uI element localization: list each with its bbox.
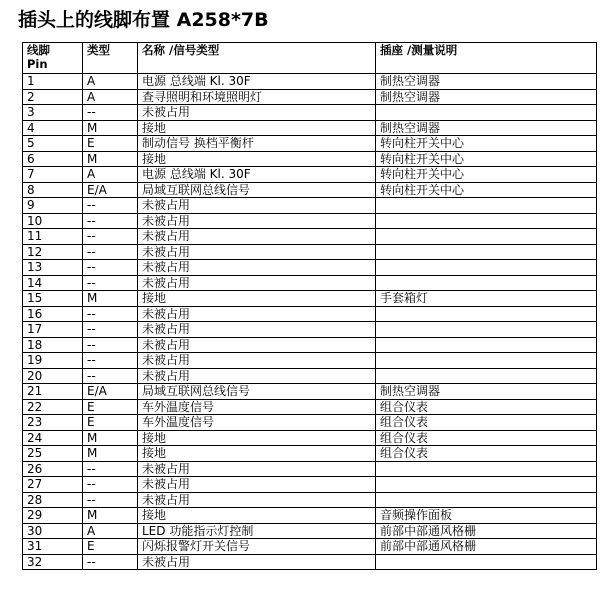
table-row bbox=[23, 260, 597, 276]
cell-type: -- bbox=[83, 198, 138, 214]
cell-socket bbox=[376, 213, 597, 229]
cell-pin: 16 bbox=[23, 306, 83, 322]
cell-name: 未被占用 bbox=[138, 461, 376, 477]
cell-type: E/A bbox=[83, 384, 138, 400]
cell-type: M bbox=[83, 120, 138, 136]
cell-socket: 转向柱开关中心 bbox=[376, 167, 597, 183]
cell-socket: 手套箱灯 bbox=[376, 291, 597, 307]
cell-pin: 2 bbox=[23, 89, 83, 105]
cell-socket: 转向柱开关中心 bbox=[376, 136, 597, 152]
cell-type: -- bbox=[83, 554, 138, 570]
cell-name: 未被占用 bbox=[138, 353, 376, 369]
cell-socket bbox=[376, 337, 597, 353]
cell-socket bbox=[376, 306, 597, 322]
table-row bbox=[23, 275, 597, 291]
cell-pin: 23 bbox=[23, 415, 83, 431]
cell-name: 未被占用 bbox=[138, 306, 376, 322]
table-row bbox=[23, 74, 597, 90]
table-body bbox=[23, 74, 597, 570]
cell-name: 未被占用 bbox=[138, 275, 376, 291]
table-row bbox=[23, 151, 597, 167]
cell-name: 未被占用 bbox=[138, 213, 376, 229]
cell-pin: 4 bbox=[23, 120, 83, 136]
cell-name: 电源 总线端 Kl. 30F bbox=[138, 167, 376, 183]
cell-socket: 转向柱开关中心 bbox=[376, 182, 597, 198]
table-row bbox=[23, 492, 597, 508]
cell-name: 未被占用 bbox=[138, 105, 376, 121]
cell-pin: 17 bbox=[23, 322, 83, 338]
table-row bbox=[23, 399, 597, 415]
cell-socket: 组合仪表 bbox=[376, 446, 597, 462]
cell-pin: 3 bbox=[23, 105, 83, 121]
cell-pin: 5 bbox=[23, 136, 83, 152]
table-row bbox=[23, 306, 597, 322]
table-row bbox=[23, 523, 597, 539]
cell-pin: 13 bbox=[23, 260, 83, 276]
cell-socket bbox=[376, 477, 597, 493]
cell-name: 车外温度信号 bbox=[138, 399, 376, 415]
table-row bbox=[23, 244, 597, 260]
table-row bbox=[23, 322, 597, 338]
cell-pin: 12 bbox=[23, 244, 83, 260]
cell-type: -- bbox=[83, 229, 138, 245]
cell-socket: 前部中部通风格栅 bbox=[376, 539, 597, 555]
table-row bbox=[23, 368, 597, 384]
cell-name: 未被占用 bbox=[138, 477, 376, 493]
cell-type: A bbox=[83, 523, 138, 539]
cell-type: M bbox=[83, 151, 138, 167]
cell-type: -- bbox=[83, 322, 138, 338]
cell-name: 接地 bbox=[138, 120, 376, 136]
cell-name: 车外温度信号 bbox=[138, 415, 376, 431]
cell-type: -- bbox=[83, 275, 138, 291]
cell-socket bbox=[376, 244, 597, 260]
table-row bbox=[23, 182, 597, 198]
table-row bbox=[23, 213, 597, 229]
table-row bbox=[23, 461, 597, 477]
table-row bbox=[23, 430, 597, 446]
cell-name: 未被占用 bbox=[138, 492, 376, 508]
header-pin bbox=[23, 43, 83, 74]
cell-pin: 8 bbox=[23, 182, 83, 198]
cell-type: M bbox=[83, 508, 138, 524]
cell-name: 未被占用 bbox=[138, 260, 376, 276]
cell-socket bbox=[376, 229, 597, 245]
cell-type: -- bbox=[83, 368, 138, 384]
table-row bbox=[23, 337, 597, 353]
table-row bbox=[23, 89, 597, 105]
cell-type: -- bbox=[83, 260, 138, 276]
table-row bbox=[23, 446, 597, 462]
cell-socket: 前部中部通风格栅 bbox=[376, 523, 597, 539]
cell-name: 未被占用 bbox=[138, 337, 376, 353]
cell-socket bbox=[376, 353, 597, 369]
cell-name: 接地 bbox=[138, 430, 376, 446]
table-row bbox=[23, 554, 597, 570]
cell-socket bbox=[376, 368, 597, 384]
page-title: 插头上的线脚布置 A258*7B bbox=[18, 9, 269, 31]
cell-socket: 组合仪表 bbox=[376, 430, 597, 446]
cell-pin: 20 bbox=[23, 368, 83, 384]
table-row bbox=[23, 477, 597, 493]
cell-type: -- bbox=[83, 105, 138, 121]
cell-type: E/A bbox=[83, 182, 138, 198]
cell-type: E bbox=[83, 415, 138, 431]
cell-type: -- bbox=[83, 477, 138, 493]
cell-type: -- bbox=[83, 461, 138, 477]
cell-pin: 15 bbox=[23, 291, 83, 307]
cell-socket bbox=[376, 275, 597, 291]
header-name: 名称 /信号类型 bbox=[138, 43, 376, 74]
cell-pin: 10 bbox=[23, 213, 83, 229]
cell-type: -- bbox=[83, 244, 138, 260]
cell-socket bbox=[376, 198, 597, 214]
cell-pin: 6 bbox=[23, 151, 83, 167]
table-row bbox=[23, 167, 597, 183]
cell-type: -- bbox=[83, 213, 138, 229]
cell-socket: 音频操作面板 bbox=[376, 508, 597, 524]
table-row bbox=[23, 120, 597, 136]
cell-pin: 31 bbox=[23, 539, 83, 555]
cell-socket: 制热空调器 bbox=[376, 384, 597, 400]
table-row bbox=[23, 198, 597, 214]
cell-type: M bbox=[83, 430, 138, 446]
cell-name: 接地 bbox=[138, 446, 376, 462]
cell-name: 未被占用 bbox=[138, 244, 376, 260]
cell-type: M bbox=[83, 446, 138, 462]
cell-pin: 28 bbox=[23, 492, 83, 508]
cell-name: 未被占用 bbox=[138, 322, 376, 338]
cell-socket: 制热空调器 bbox=[376, 120, 597, 136]
cell-name: 接地 bbox=[138, 291, 376, 307]
header-pin-line2: Pin bbox=[27, 57, 48, 71]
cell-socket bbox=[376, 461, 597, 477]
cell-pin: 21 bbox=[23, 384, 83, 400]
cell-name: 接地 bbox=[138, 151, 376, 167]
cell-name: 局域互联网总线信号 bbox=[138, 182, 376, 198]
cell-pin: 9 bbox=[23, 198, 83, 214]
cell-pin: 1 bbox=[23, 74, 83, 90]
cell-socket: 制热空调器 bbox=[376, 89, 597, 105]
cell-type: -- bbox=[83, 492, 138, 508]
cell-pin: 11 bbox=[23, 229, 83, 245]
cell-pin: 32 bbox=[23, 554, 83, 570]
table-row bbox=[23, 136, 597, 152]
cell-socket bbox=[376, 492, 597, 508]
table-row bbox=[23, 384, 597, 400]
cell-pin: 22 bbox=[23, 399, 83, 415]
header-pin-line1: 线脚 bbox=[27, 43, 50, 57]
table-row bbox=[23, 353, 597, 369]
table-row bbox=[23, 229, 597, 245]
cell-name: 未被占用 bbox=[138, 554, 376, 570]
cell-pin: 18 bbox=[23, 337, 83, 353]
header-type: 类型 bbox=[83, 43, 138, 74]
cell-type: E bbox=[83, 399, 138, 415]
cell-type: A bbox=[83, 89, 138, 105]
cell-name: 未被占用 bbox=[138, 229, 376, 245]
cell-name: 电源 总线端 Kl. 30F bbox=[138, 74, 376, 90]
table-row bbox=[23, 508, 597, 524]
table-row bbox=[23, 291, 597, 307]
table-header-row bbox=[23, 43, 597, 74]
cell-socket: 转向柱开关中心 bbox=[376, 151, 597, 167]
table-row bbox=[23, 539, 597, 555]
cell-socket bbox=[376, 554, 597, 570]
cell-name: LED 功能指示灯控制 bbox=[138, 523, 376, 539]
cell-pin: 29 bbox=[23, 508, 83, 524]
header-socket: 插座 /测量说明 bbox=[376, 43, 597, 74]
cell-socket: 组合仪表 bbox=[376, 415, 597, 431]
cell-name: 制动信号 换档平衡杆 bbox=[138, 136, 376, 152]
pin-assignment-table bbox=[22, 42, 597, 570]
cell-name: 闪烁报警灯开关信号 bbox=[138, 539, 376, 555]
cell-type: E bbox=[83, 539, 138, 555]
cell-pin: 25 bbox=[23, 446, 83, 462]
cell-pin: 24 bbox=[23, 430, 83, 446]
table-row bbox=[23, 415, 597, 431]
cell-pin: 19 bbox=[23, 353, 83, 369]
cell-pin: 26 bbox=[23, 461, 83, 477]
cell-type: M bbox=[83, 291, 138, 307]
cell-name: 接地 bbox=[138, 508, 376, 524]
cell-name: 局域互联网总线信号 bbox=[138, 384, 376, 400]
cell-type: A bbox=[83, 74, 138, 90]
cell-socket bbox=[376, 105, 597, 121]
cell-type: A bbox=[83, 167, 138, 183]
cell-socket: 组合仪表 bbox=[376, 399, 597, 415]
cell-socket bbox=[376, 322, 597, 338]
cell-name: 未被占用 bbox=[138, 368, 376, 384]
cell-pin: 27 bbox=[23, 477, 83, 493]
cell-socket: 制热空调器 bbox=[376, 74, 597, 90]
cell-type: -- bbox=[83, 337, 138, 353]
table-row bbox=[23, 105, 597, 121]
cell-type: -- bbox=[83, 353, 138, 369]
cell-pin: 7 bbox=[23, 167, 83, 183]
cell-type: -- bbox=[83, 306, 138, 322]
cell-pin: 30 bbox=[23, 523, 83, 539]
cell-name: 未被占用 bbox=[138, 198, 376, 214]
cell-type: E bbox=[83, 136, 138, 152]
cell-socket bbox=[376, 260, 597, 276]
cell-pin: 14 bbox=[23, 275, 83, 291]
cell-name: 查寻照明和环境照明灯 bbox=[138, 89, 376, 105]
